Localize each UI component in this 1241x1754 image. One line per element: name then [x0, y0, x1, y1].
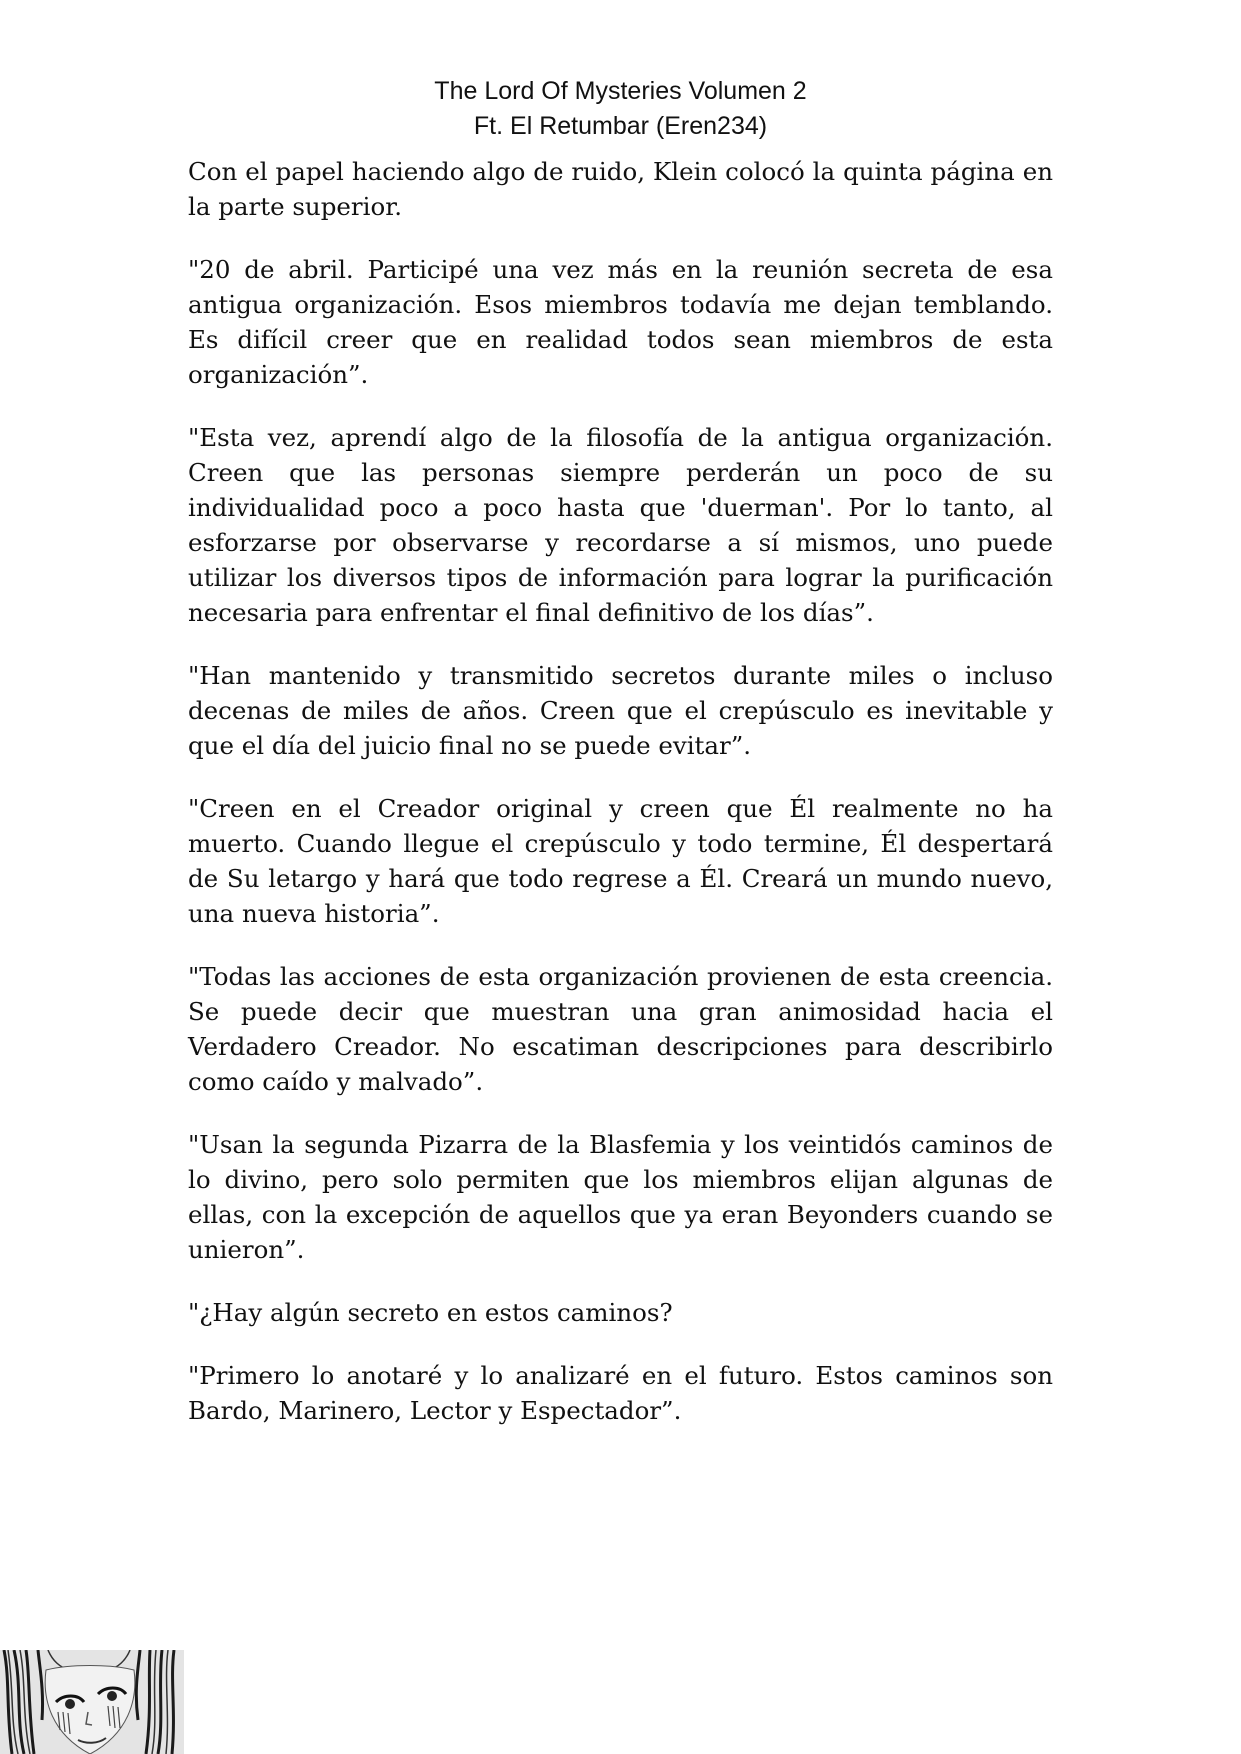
paragraph: Con el papel haciendo algo de ruido, Klein colocó la quinta página en la parte superior. — [188, 157, 1053, 221]
manga-character-portrait-icon — [0, 1650, 184, 1754]
paragraph: "Creen en el Creador original y creen que Él realmente no ha muerto. Cuando llegue el crepúsculo y todo termine, Él despertará de Su letargo y hará que todo regrese a Él. Creará un mundo nuevo, una nueva historia”. — [188, 794, 1053, 928]
paragraph: "Primero lo anotaré y lo analizaré en el futuro. Estos caminos son Bardo, Marinero, Lector y Espectador”. — [188, 1361, 1053, 1425]
page-header — [0, 74, 1241, 144]
paragraph: "¿Hay algún secreto en estos caminos? — [188, 1298, 673, 1327]
paragraph: "Usan la segunda Pizarra de la Blasfemia y los veintidós caminos de lo divino, pero solo permiten que los miembros elijan algunas de ellas, con la excepción de aquellos que ya eran Beyonders cuando se unieron”. — [188, 1130, 1053, 1264]
paragraph: "Todas las acciones de esta organización provienen de esta creencia. Se puede decir que muestran una gran animosidad hacia el Verdadero Creador. No escatiman descripciones para describirlo como caído y malvado”. — [188, 962, 1053, 1096]
page-body — [188, 154, 1053, 1456]
paragraph: "20 de abril. Participé una vez más en la reunión secreta de esa antigua organización. Esos miembros todavía me dejan temblando. Es difícil creer que en realidad todos sean miembros de esta organización”. — [188, 255, 1053, 389]
paragraph: "Han mantenido y transmitido secretos durante miles o incluso decenas de miles de años. Creen que el crepúsculo es inevitable y que el día del juicio final no se puede evitar”. — [188, 661, 1053, 760]
paragraph: "Esta vez, aprendí algo de la filosofía de la antigua organización. Creen que las personas siempre perderán un poco de su individualidad poco a poco hasta que 'duerman'. Por lo tanto, al esforzarse por observarse y recordarse a sí mismos, uno puede utilizar los diversos tipos de información para lograr la purificación necesaria para enfrentar el final definitivo de los días”. — [188, 423, 1053, 627]
header-subtitle: Ft. El Retumbar (Eren234) — [473, 112, 768, 140]
header-title: The Lord Of Mysteries Volumen 2 — [434, 77, 807, 105]
